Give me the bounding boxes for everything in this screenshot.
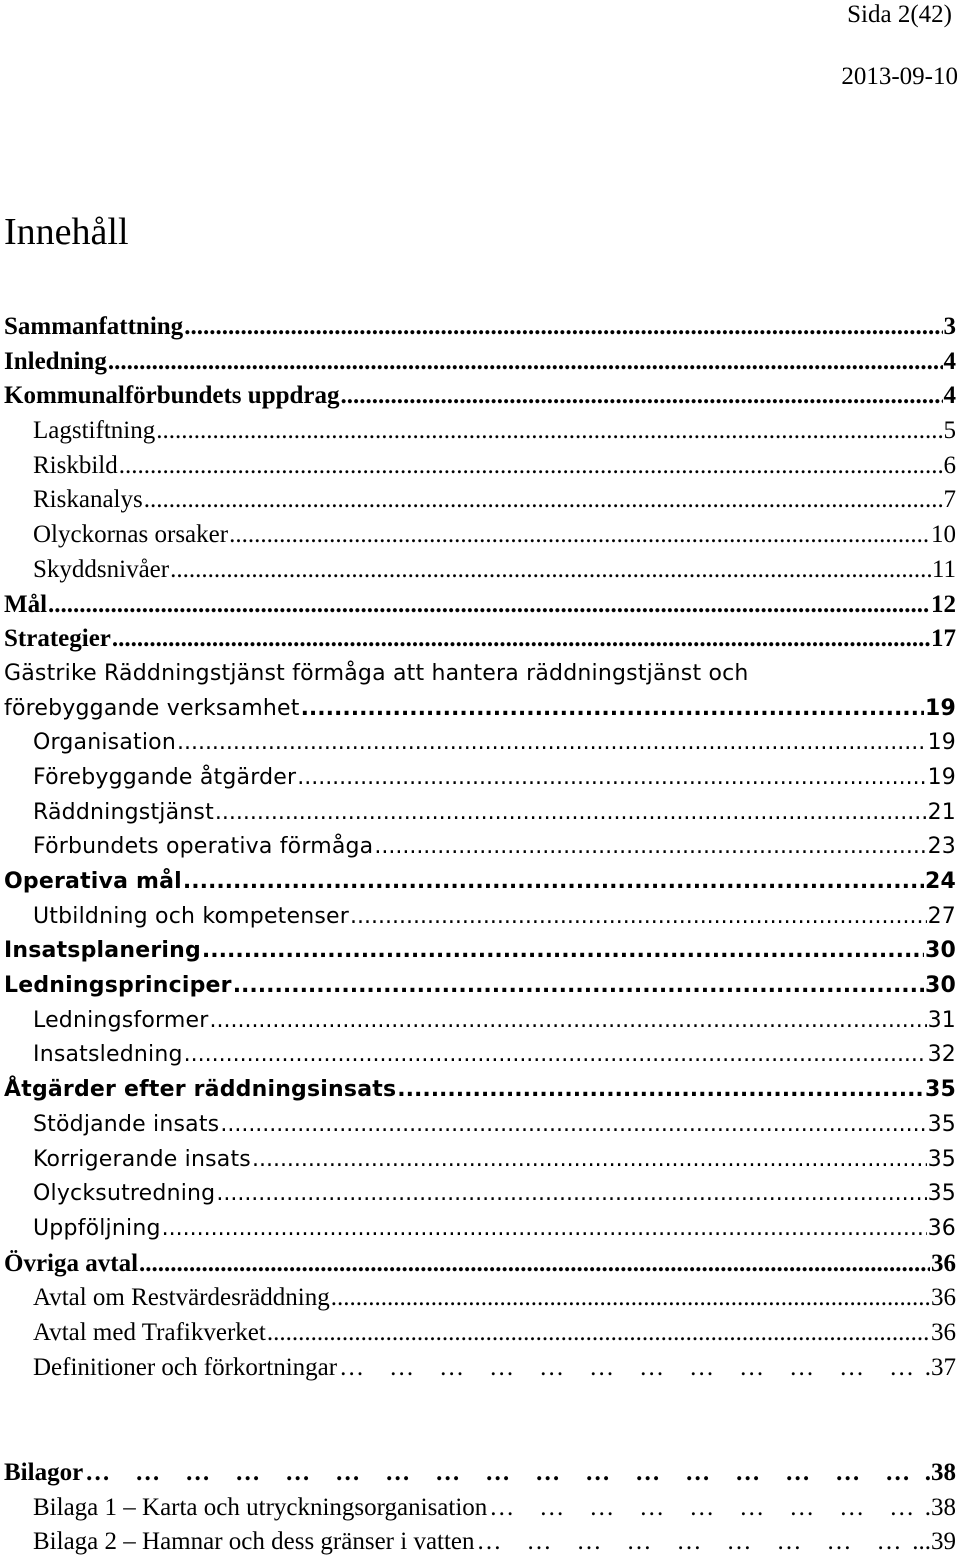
toc-entry-page: 23	[927, 834, 956, 860]
appendix-entry-label: Bilaga 2 – Hamnar och dess gränser i vatten	[33, 1528, 475, 1556]
ellipsis-leader	[477, 1525, 911, 1560]
page-number: Sida 2(42)	[847, 1, 952, 28]
toc-entry-label: Förbundets operativa förmåga	[33, 834, 374, 860]
toc-entry-avtal-med-trafikverket[interactable]	[4, 1316, 956, 1351]
toc-entry-olyckornas-orsaker[interactable]	[4, 518, 956, 553]
dot-leader	[233, 969, 924, 1004]
toc-entry-page: 30	[924, 938, 956, 964]
dot-leader	[108, 345, 943, 380]
appendix-entry-label: Bilagor	[4, 1459, 84, 1486]
toc-entry-label: Ledningsprinciper	[4, 973, 232, 999]
dot-leader	[209, 1004, 926, 1039]
appendix-entry-bilaga-1[interactable]	[4, 1491, 956, 1526]
appendix-entry-bilaga-2[interactable]	[4, 1525, 956, 1560]
dot-leader	[162, 1212, 927, 1247]
dot-leader	[177, 726, 927, 761]
toc-entry-page: 31	[927, 1007, 956, 1033]
appendix-entry-page: .38	[924, 1493, 956, 1521]
page-date: 2013-09-10	[841, 63, 958, 90]
toc-entry-forebyggande-atgarder[interactable]	[4, 761, 956, 796]
toc-entry-label: Stödjande insats	[33, 1111, 220, 1137]
toc-entry-ledningsprinciper[interactable]	[4, 969, 956, 1004]
toc-entry-label: Uppföljning	[33, 1215, 161, 1241]
toc-entry-label: Räddningstjänst	[33, 799, 214, 825]
toc-entry-label-line2: förebyggande verksamhet	[4, 695, 300, 721]
toc-entry-mal[interactable]	[4, 588, 956, 623]
ellipsis-leader	[489, 1491, 922, 1526]
dot-leader	[183, 865, 924, 900]
dot-leader	[341, 379, 943, 414]
toc-entry-label: Riskbild	[33, 451, 118, 479]
toc-entry-page: 24	[924, 869, 956, 894]
toc-entry-gastrike-formaga[interactable]	[4, 657, 956, 726]
appendix-entry-page: .38	[924, 1459, 956, 1486]
toc-entry-label: Förebyggande åtgärder	[33, 764, 297, 790]
toc-entry-page: 35	[927, 1146, 956, 1172]
appendix-entry-bilagor[interactable]	[4, 1456, 956, 1491]
toc-entry-page: 10	[931, 521, 956, 549]
toc-entry-label: Utbildning och kompetenser	[33, 903, 350, 929]
toc-heading: Innehåll	[4, 211, 129, 253]
toc-entry-uppfoljning[interactable]	[4, 1212, 956, 1247]
toc-entry-label: Organisation	[33, 730, 176, 756]
toc-entry-label: Olyckornas orsaker	[33, 521, 229, 549]
toc-entry-label-line1: Gästrike Räddningstjänst förmåga att hantera räddningstjänst och	[4, 660, 749, 686]
dot-leader	[48, 588, 930, 623]
toc-entry-label: Strategier	[4, 625, 111, 653]
toc-entry-label: Operativa mål	[4, 869, 182, 894]
toc-entry-label: Mål	[4, 590, 48, 618]
dot-leader	[184, 310, 942, 345]
dot-leader	[216, 1177, 926, 1212]
toc-entry-korrigerande-insats[interactable]	[4, 1143, 956, 1178]
dot-leader	[350, 900, 927, 935]
dot-leader	[215, 796, 927, 831]
toc-entry-insatsledning[interactable]	[4, 1038, 956, 1073]
dot-leader	[112, 622, 930, 657]
toc-entry-utbildning-och-kompetenser[interactable]	[4, 900, 956, 935]
toc-entry-label: Riskanalys	[33, 486, 143, 514]
toc-entry-page: 5	[943, 417, 956, 445]
toc-entry-label: Kommunalförbundets uppdrag	[4, 382, 340, 410]
toc-entry-raddningstjanst[interactable]	[4, 796, 956, 831]
table-of-contents	[4, 310, 956, 1385]
toc-entry-organisation[interactable]	[4, 726, 956, 761]
toc-entry-label: Korrigerande insats	[33, 1146, 251, 1172]
toc-entry-page: 36	[931, 1318, 956, 1346]
toc-entry-olycksutredning[interactable]	[4, 1177, 956, 1212]
toc-entry-page: 30	[924, 973, 956, 999]
toc-entry-label: Övriga avtal	[4, 1249, 139, 1277]
toc-entry-skyddsnivaer[interactable]	[4, 553, 956, 588]
toc-entry-stodjande-insats[interactable]	[4, 1108, 956, 1143]
appendix-entry-page: ...39	[912, 1528, 956, 1556]
dot-leader	[220, 1108, 926, 1143]
ellipsis-leader	[85, 1456, 923, 1491]
dot-leader	[139, 1247, 930, 1282]
toc-entry-operativa-mal[interactable]	[4, 865, 956, 900]
toc-entry-page: 36	[931, 1284, 956, 1312]
ellipsis-leader	[339, 1351, 923, 1386]
toc-entry-riskanalys[interactable]	[4, 483, 956, 518]
toc-entry-page: 27	[927, 903, 956, 929]
toc-entry-page: 21	[927, 799, 956, 825]
dot-leader	[297, 761, 926, 796]
dot-leader	[229, 518, 930, 553]
toc-entry-label: Sammanfattning	[4, 313, 184, 340]
toc-entry-page: 17	[931, 625, 956, 653]
dot-leader	[374, 830, 926, 865]
appendix-list	[4, 1456, 956, 1560]
dot-leader	[156, 414, 942, 449]
toc-entry-label: Ledningsformer	[33, 1007, 209, 1033]
toc-entry-page: 36	[931, 1249, 956, 1277]
dot-leader	[119, 449, 943, 484]
toc-entry-page: 19	[927, 730, 956, 756]
dot-leader	[202, 934, 924, 969]
dot-leader	[267, 1316, 930, 1351]
toc-entry-riskbild[interactable]	[4, 449, 956, 484]
toc-entry-definitioner-och-forkortningar[interactable]	[4, 1351, 956, 1386]
toc-entry-page: 3	[943, 313, 956, 340]
toc-entry-insatsplanering[interactable]	[4, 934, 956, 969]
toc-entry-label: Lagstiftning	[33, 417, 156, 445]
toc-entry-page: 19	[924, 695, 956, 721]
toc-entry-lagstiftning[interactable]	[4, 414, 956, 449]
toc-entry-atgarder-efter-raddningsinsats[interactable]	[4, 1073, 956, 1108]
toc-entry-label: Avtal om Restvärdesräddning	[33, 1284, 330, 1312]
toc-entry-forbundets-operativa-formaga[interactable]	[4, 830, 956, 865]
toc-entry-page: 4	[943, 382, 956, 410]
toc-entry-label: Skyddsnivåer	[33, 555, 170, 583]
toc-entry-label: Insatsledning	[33, 1042, 183, 1068]
toc-entry-page: .37	[924, 1353, 956, 1381]
toc-entry-ovriga-avtal[interactable]	[4, 1247, 956, 1282]
toc-entry-page: 4	[943, 347, 956, 375]
toc-entry-ledningsformer[interactable]	[4, 1004, 956, 1039]
dot-leader	[301, 692, 924, 727]
toc-entry-page: 7	[943, 486, 956, 514]
dot-leader	[170, 553, 931, 588]
toc-entry-page: 36	[927, 1215, 956, 1241]
dot-leader	[184, 1038, 927, 1073]
toc-entry-label: Olycksutredning	[33, 1181, 216, 1207]
toc-entry-page: 12	[931, 590, 956, 618]
toc-entry-page: 11	[931, 555, 956, 583]
toc-entry-page: 6	[943, 451, 956, 479]
toc-entry-label: Definitioner och förkortningar	[33, 1353, 338, 1381]
toc-entry-label: Åtgärder efter räddningsinsats	[4, 1077, 397, 1103]
dot-leader	[252, 1143, 927, 1178]
toc-entry-label: Avtal med Trafikverket	[33, 1318, 266, 1346]
dot-leader	[144, 483, 943, 518]
toc-entry-page: 35	[927, 1111, 956, 1137]
toc-entry-page: 35	[927, 1181, 956, 1207]
toc-entry-page: 35	[924, 1077, 956, 1103]
toc-entry-strategier[interactable]	[4, 622, 956, 657]
appendix-entry-label: Bilaga 1 – Karta och utryckningsorganisation	[33, 1493, 488, 1521]
toc-entry-avtal-om-restvardesraddning[interactable]	[4, 1281, 956, 1316]
toc-entry-kommunalforbundets-uppdrag[interactable]	[4, 379, 956, 414]
toc-entry-label: Inledning	[4, 347, 107, 375]
toc-entry-sammanfattning[interactable]	[4, 310, 956, 345]
dot-leader	[331, 1281, 930, 1316]
toc-entry-inledning[interactable]	[4, 345, 956, 380]
toc-entry-page: 19	[927, 764, 956, 790]
toc-entry-label: Insatsplanering	[4, 938, 201, 964]
dot-leader	[397, 1073, 924, 1108]
toc-entry-page: 32	[927, 1042, 956, 1068]
